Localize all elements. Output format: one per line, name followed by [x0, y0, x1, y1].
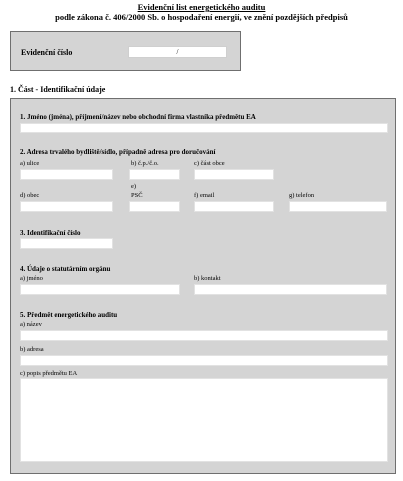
part1-heading: 1. Část - Identifikační údaje	[10, 85, 106, 94]
title-line-1: Evidenční list energetického auditu	[137, 2, 266, 12]
district-field[interactable]	[194, 169, 274, 180]
owner-name-field[interactable]	[20, 123, 388, 133]
evidence-number-field[interactable]: /	[128, 46, 227, 58]
owner-name-heading: 1. Jméno (jména), příjmení/název nebo obchodní firma vlastníka předmětu EA	[20, 113, 256, 121]
phone-field[interactable]	[289, 201, 387, 212]
subject-name-label: a) název	[20, 321, 42, 328]
address-heading: 2. Adresa trvalého bydliště/sídlo, případně adresa pro doručování	[20, 148, 216, 156]
document-title	[0, 2, 403, 22]
subject-name-field[interactable]	[20, 330, 388, 341]
house-number-field[interactable]	[129, 169, 180, 180]
subject-address-label: b) adresa	[20, 346, 44, 353]
municipality-field[interactable]	[20, 201, 113, 212]
phone-label: g) telefon	[289, 192, 315, 199]
postcode-prefix-label: e)	[131, 183, 137, 190]
house-number-label: b) č.p./č.o.	[131, 160, 159, 167]
municipality-label: d) obec	[20, 192, 40, 199]
email-field[interactable]	[194, 201, 274, 212]
evidence-number-label: Evidenční číslo	[21, 48, 73, 57]
evidence-number-box	[10, 31, 241, 71]
subject-description-field[interactable]	[20, 378, 388, 462]
audit-subject-heading: 5. Předmět energetického auditu	[20, 311, 118, 319]
statutory-body-heading: 4. Údaje o statutárním orgánu	[20, 265, 111, 273]
id-number-field[interactable]	[20, 238, 113, 249]
street-label: a) ulice	[20, 160, 40, 167]
district-label: c) část obce	[194, 160, 225, 167]
subject-description-label: c) popis předmětu EA	[20, 370, 78, 377]
statutory-contact-field[interactable]	[194, 284, 387, 295]
statutory-name-field[interactable]	[20, 284, 180, 295]
statutory-name-label: a) jméno	[20, 275, 43, 282]
identification-box	[10, 98, 396, 474]
postcode-field[interactable]	[129, 201, 180, 212]
subject-address-field[interactable]	[20, 355, 388, 366]
title-line-2: podle zákona č. 406/2000 Sb. o hospodaření energií, ve znění pozdějších předpisů	[55, 12, 348, 22]
id-number-heading: 3. Identifikační číslo	[20, 229, 81, 237]
email-label: f) email	[194, 192, 215, 199]
postcode-label: PSČ	[131, 192, 143, 199]
street-field[interactable]	[20, 169, 113, 180]
statutory-contact-label: b) kontakt	[194, 275, 221, 282]
